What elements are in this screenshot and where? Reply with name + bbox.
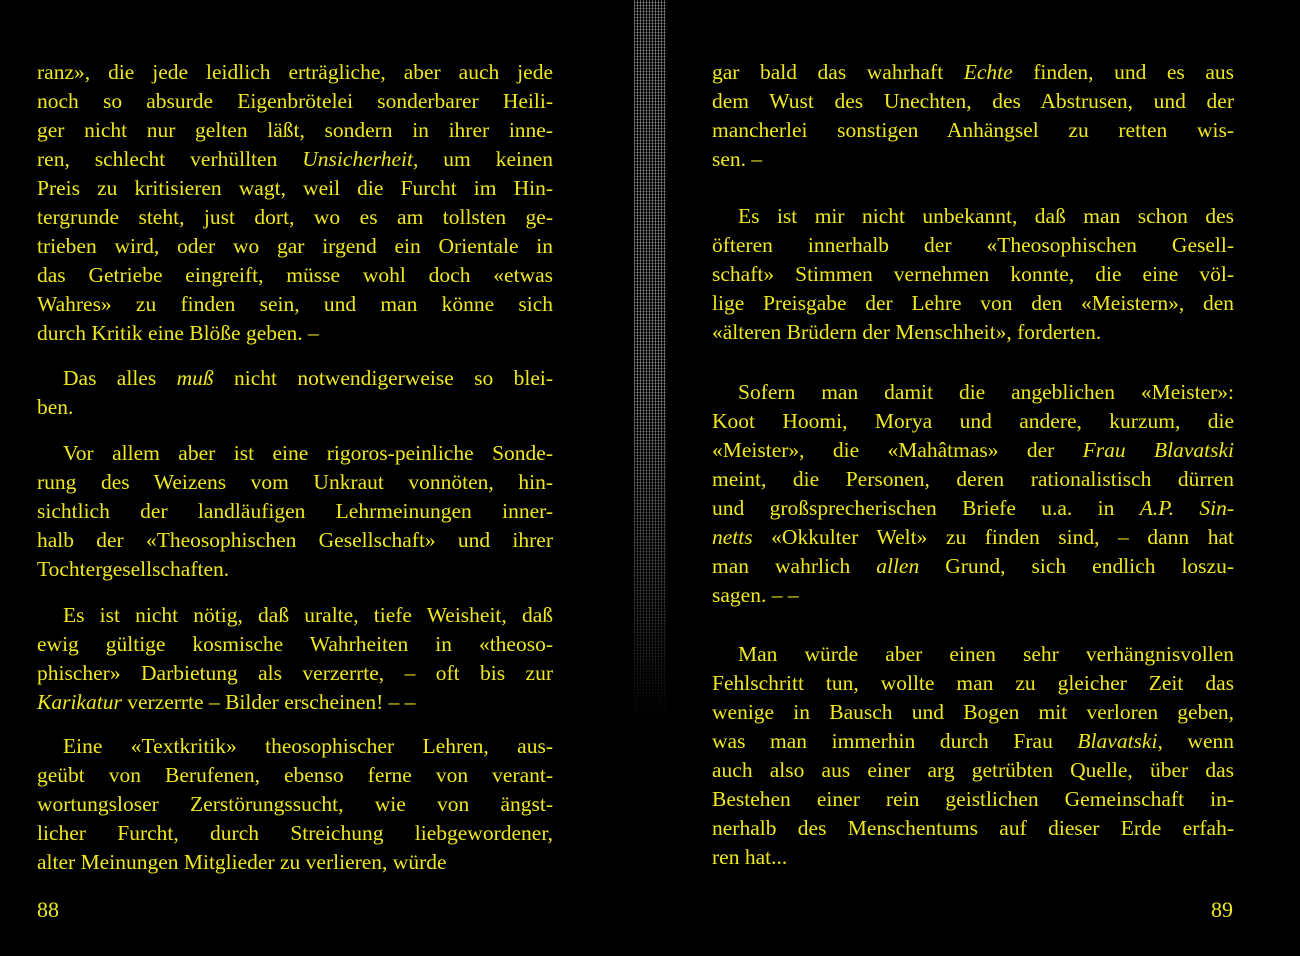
paragraph: [712, 58, 1234, 174]
text-line: was man immerhin durch Frau Blavatski, wenn: [712, 729, 1234, 753]
text-line: Karikatur verzerrte – Bilder erscheinen! – –: [37, 690, 416, 714]
text-line: Es ist nicht nötig, daß uralte, tiefe Weisheit, daß: [63, 603, 553, 627]
text-line: halb der «Theosophischen Gesellschaft» und ihrer: [37, 528, 553, 552]
text-line: tergrunde steht, just dort, wo es am tollsten ge-: [37, 205, 553, 229]
text-line: Bestehen einer rein geistlichen Gemeinschaft in-: [712, 787, 1234, 811]
italic-run: Blavatski: [1077, 729, 1158, 753]
page-number-left: 88: [37, 897, 59, 922]
text-line: Koot Hoomi, Morya und andere, kurzum, die: [712, 409, 1234, 433]
text-line: licher Furcht, durch Streichung liebgewordener,: [37, 821, 553, 845]
text-line: das Getriebe eingreift, müsse wohl doch «etwas: [37, 263, 553, 287]
text-line: Tochtergesellschaften.: [37, 557, 230, 581]
italic-run: allen: [876, 554, 920, 578]
text-line: ger nicht nur gelten läßt, sondern in ihrer inne-: [37, 118, 553, 142]
text-line: öfteren innerhalb der «Theosophischen Gesell-: [712, 233, 1234, 257]
text-line: durch Kritik eine Blöße geben. –: [37, 321, 319, 345]
text-line: ben.: [37, 395, 74, 419]
text-line: alter Meinungen Mitglieder zu verlieren, würde: [37, 850, 447, 874]
text-line: gar bald das wahrhaft Echte finden, und es aus: [712, 60, 1234, 84]
text-line: Vor allem aber ist eine rigoros-peinliche Sonde-: [63, 441, 553, 465]
text-line: schaft» Stimmen vernehmen konnte, die eine völ-: [712, 262, 1234, 286]
text-line: netts «Okkulter Welt» zu finden sind, – dann hat: [712, 525, 1234, 549]
left-page: [37, 58, 553, 877]
book-gutter: [634, 0, 666, 720]
italic-run: netts: [712, 525, 753, 549]
text-line: ren, schlecht verhüllten Unsicherheit, um keinen: [37, 147, 553, 171]
right-page: [712, 58, 1234, 872]
text-line: meint, die Personen, deren rationalistisch dürren: [712, 467, 1234, 491]
paragraph: [712, 378, 1234, 610]
text-line: man wahrlich allen Grund, sich endlich loszu-: [712, 554, 1234, 578]
text-line: lige Preisgabe der Lehre von den «Meistern», den: [712, 291, 1234, 315]
text-line: Preis zu kritisieren wagt, weil die Furcht im Hin-: [37, 176, 553, 200]
text-line: «Meister», die «Mahâtmas» der Frau Blavatski: [712, 438, 1234, 462]
text-line: dem Wust des Unechten, des Abstrusen, und der: [712, 89, 1234, 113]
text-line: sagen. – –: [712, 583, 799, 607]
italic-run: Frau Blavatski: [1082, 438, 1234, 462]
paragraph: [712, 640, 1234, 872]
text-line: Wahres» zu finden sein, und man könne sich: [37, 292, 553, 316]
italic-run: A.P. Sin-: [1139, 496, 1234, 520]
text-line: sen. –: [712, 147, 763, 171]
page-number-right: 89: [1211, 897, 1233, 922]
text-line: ren hat...: [712, 845, 788, 869]
text-line: geübt von Berufenen, ebenso ferne von verant-: [37, 763, 553, 787]
paragraph: [37, 439, 553, 584]
text-line: noch so absurde Eigenbrötelei sonderbarer Heili-: [37, 89, 553, 113]
italic-run: Unsicherheit: [302, 147, 413, 171]
text-line: sichtlich der landläufigen Lehrmeinungen inner-: [37, 499, 553, 523]
paragraph: [37, 601, 553, 717]
text-line: ewig gültige kosmische Wahrheiten in «theoso-: [37, 632, 553, 656]
text-line: Es ist mir nicht unbekannt, daß man schon des: [738, 204, 1234, 228]
italic-run: Karikatur: [37, 690, 122, 714]
text-line: Eine «Textkritik» theosophischer Lehren, aus-: [63, 734, 553, 758]
italic-run: Echte: [963, 60, 1013, 84]
text-line: Das alles muß nicht notwendigerweise so blei-: [63, 366, 553, 390]
text-line: mancherlei sonstigen Anhängsel zu retten wis-: [712, 118, 1234, 142]
paragraph: [37, 364, 553, 422]
text-line: Fehlschritt tun, wollte man zu gleicher Zeit das: [712, 671, 1234, 695]
paragraph: [37, 732, 553, 877]
text-line: und großsprecherischen Briefe u.a. in A.P. Sin-: [712, 496, 1234, 520]
paragraph: [37, 58, 553, 348]
text-line: «älteren Brüdern der Menschheit», forderten.: [712, 320, 1102, 344]
paragraph: [712, 202, 1234, 347]
text-line: wortungsloser Zerstörungssucht, wie von ängst-: [37, 792, 553, 816]
text-line: wenige in Bausch und Bogen mit verloren geben,: [712, 700, 1234, 724]
text-line: Sofern man damit die angeblichen «Meister»:: [738, 380, 1234, 404]
text-line: nerhalb des Menschentums auf dieser Erde erfah-: [712, 816, 1234, 840]
text-line: phischer» Darbietung als verzerrte, – oft bis zur: [37, 661, 553, 685]
text-line: ranz», die jede leidlich erträgliche, aber auch jede: [37, 60, 553, 84]
text-line: Man würde aber einen sehr verhängnisvollen: [738, 642, 1234, 666]
italic-run: muß: [176, 366, 214, 390]
text-line: auch also aus einer arg getrübten Quelle, über das: [712, 758, 1234, 782]
text-line: rung des Weizens vom Unkraut vonnöten, hin-: [37, 470, 553, 494]
text-line: trieben wird, oder wo gar irgend ein Orientale in: [37, 234, 553, 258]
